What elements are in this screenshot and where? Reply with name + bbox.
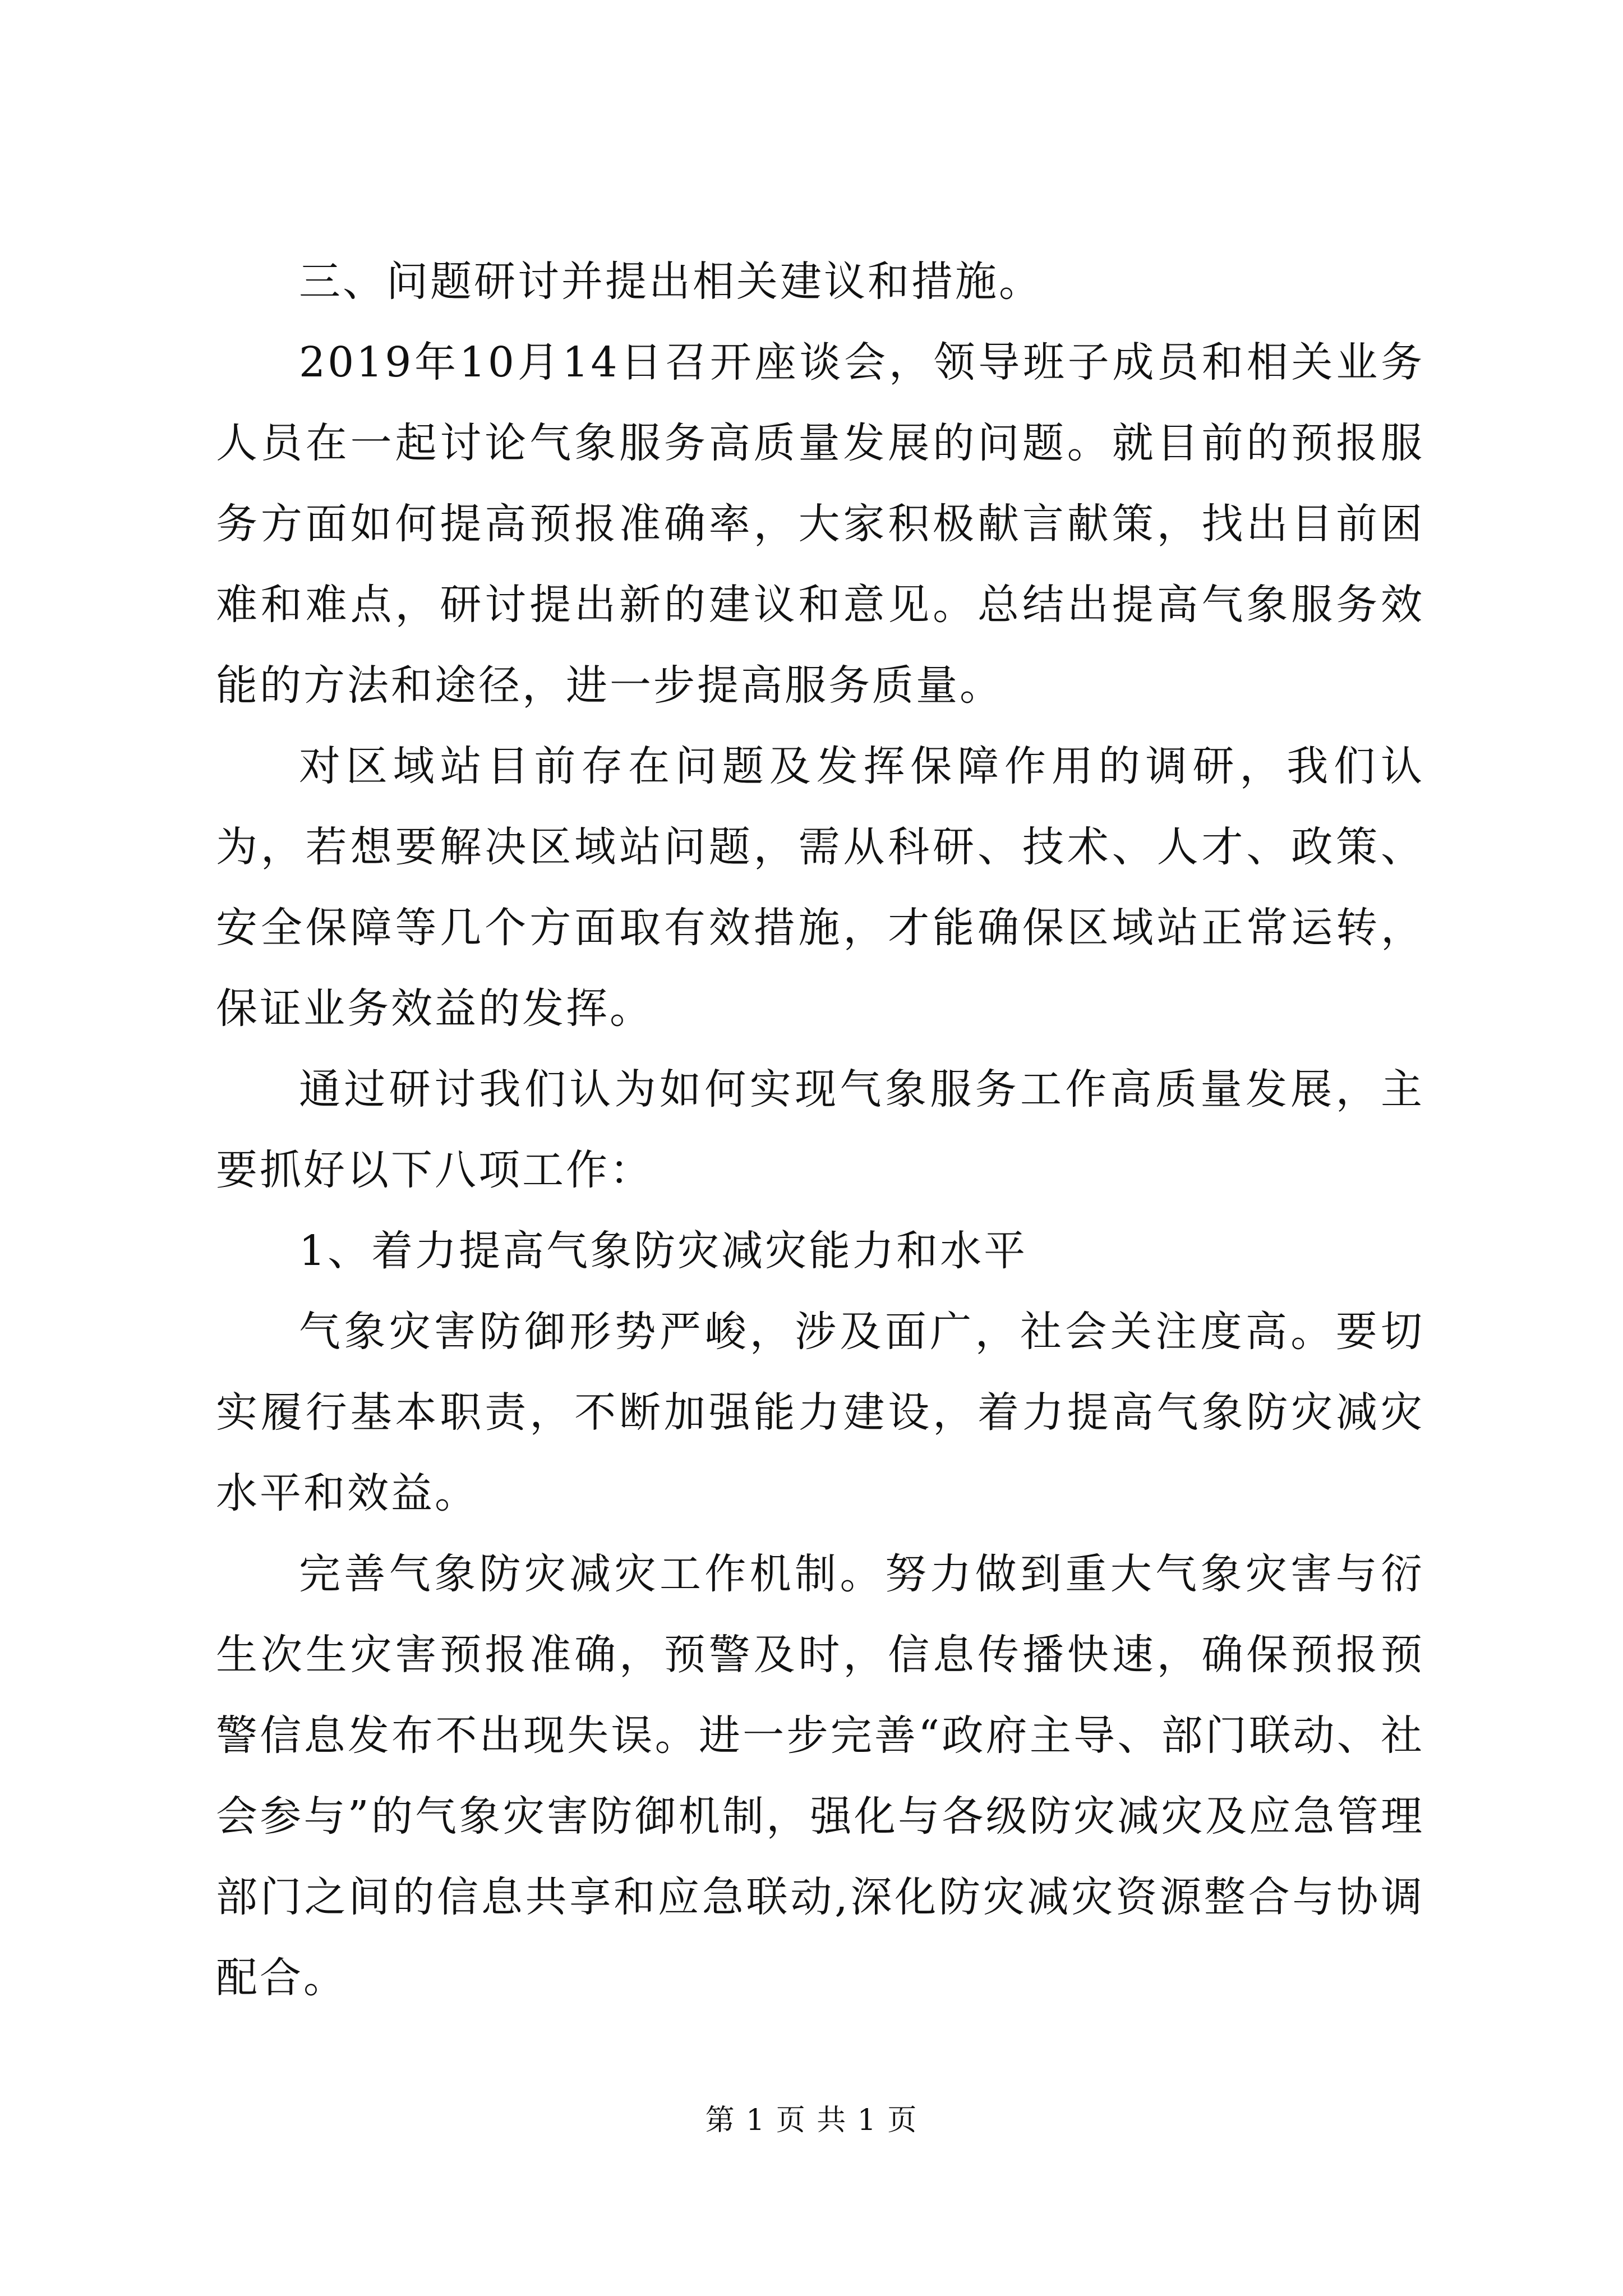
paragraph-mechanism: 完善气象防灾减灾工作机制。努力做到重大气象灾害与衍生次生灾害预报准确，预警及时，信息传播快速，确保预报预警信息发布不出现失误。进一步完善“政府主导、部门联动、社会参与”的气象灾害防御机制，强化与各级防灾减灾及应急管理部门之间的信息共享和应急联动,深化防灾减灾资源整合与协调配合。 xyxy=(216,1550,1424,2002)
paragraph-meeting: 2019年10月14日召开座谈会，领导班子成员和相关业务人员在一起讨论气象服务高质量发展的问题。就目前的预报服务方面如何提高预报准确率，大家积极献言献策，找出目前困难和难点，研讨提出新的建议和意见。总结出提高气象服务效能的方法和途径，进一步提高服务质量。 xyxy=(216,338,1424,710)
document-body xyxy=(216,241,1424,2018)
paragraph-disaster-defense: 气象灾害防御形势严峻，涉及面广，社会关注度高。要切实履行基本职责，不断加强能力建设，着力提高气象防灾减灾水平和效益。 xyxy=(216,1308,1424,1517)
page-number: 第 1 页 共 1 页 xyxy=(705,2104,918,2137)
subheading-task-1: 1、着力提高气象防灾减灾能力和水平 xyxy=(299,1227,1028,1275)
paragraph-eight-tasks: 通过研讨我们认为如何实现气象服务工作高质量发展，主要抓好以下八项工作： xyxy=(216,1065,1424,1194)
paragraph-regional-stations: 对区域站目前存在问题及发挥保障作用的调研，我们认为，若想要解决区域站问题，需从科研、技术、人才、政策、安全保障等几个方面取有效措施，才能确保区域站正常运转，保证业务效益的发挥。 xyxy=(216,742,1424,1033)
section-heading: 三、问题研讨并提出相关建议和措施。 xyxy=(299,257,1043,306)
